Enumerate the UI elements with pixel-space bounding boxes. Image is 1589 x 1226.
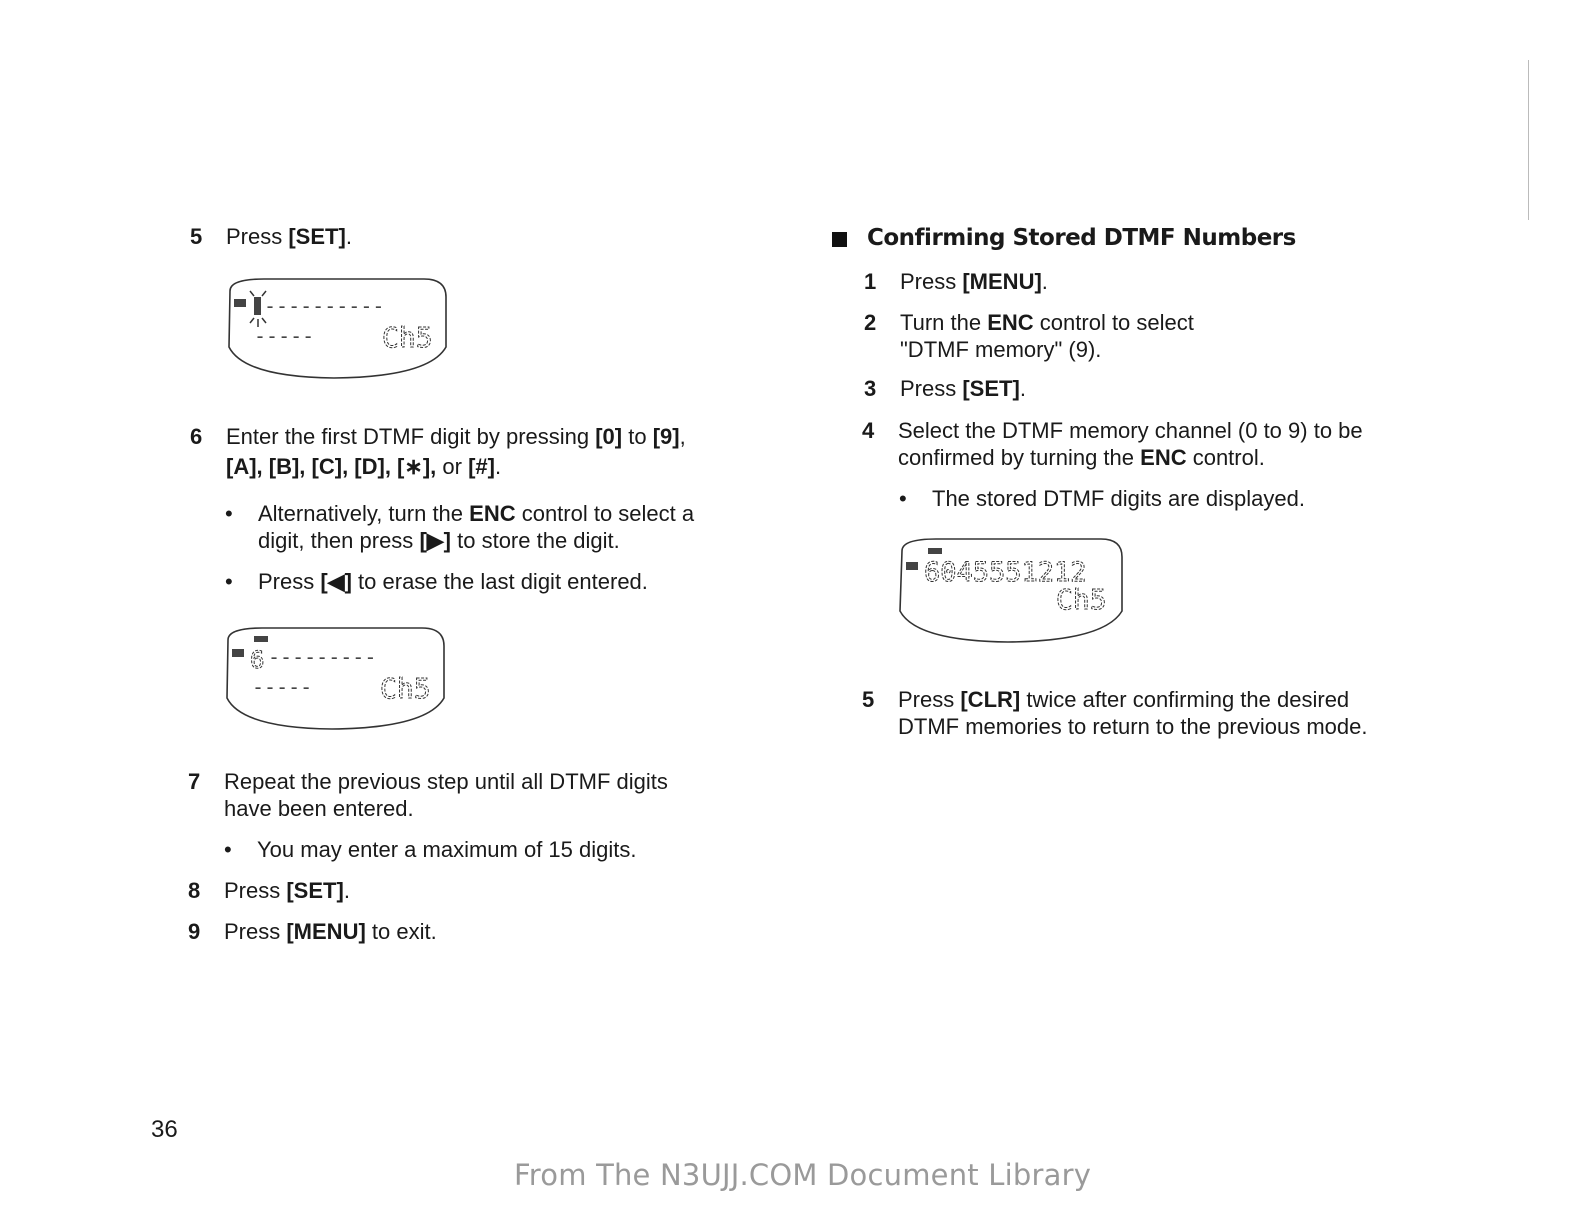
lcd-line1: --------- <box>268 645 377 669</box>
lcd-display-stored-digits <box>896 537 1126 645</box>
step-number: 2 <box>864 310 877 335</box>
bullet-text: The stored DTMF digits are displayed. <box>932 486 1305 511</box>
memory-icon <box>906 562 918 570</box>
bullet-text: Press [◀] to erase the last digit entered. <box>258 569 648 594</box>
lcd-channel: Ch5 <box>1056 583 1107 616</box>
heading-text: Confirming Stored DTMF Numbers <box>867 225 1296 251</box>
step-number: 6 <box>190 424 203 449</box>
step-number: 5 <box>862 687 875 712</box>
step-text: Press [SET]. <box>224 878 350 903</box>
step-text-line1: Turn the ENC control to select <box>900 310 1194 335</box>
step-text-line1: Select the DTMF memory channel (0 to 9) to be <box>898 418 1363 443</box>
bullet-line2: digit, then press [▶] to store the digit. <box>258 528 620 553</box>
step-text-line2: DTMF memories to return to the previous mode. <box>898 714 1368 739</box>
step-number: 8 <box>188 878 201 903</box>
step-text: Press [MENU] to exit. <box>224 919 437 944</box>
lcd-digits: 6045551212 <box>924 557 1087 588</box>
bullet-dot: • <box>225 569 233 594</box>
step-text-line2: have been entered. <box>224 796 414 821</box>
dtmf-icon <box>928 548 942 554</box>
memory-icon <box>232 649 244 657</box>
bullet-text: You may enter a maximum of 15 digits. <box>257 837 637 862</box>
lcd-display-first-digit <box>222 626 448 732</box>
step-text-line1: Enter the first DTMF digit by pressing [0] to [9], <box>226 424 686 449</box>
dtmf-icon <box>254 636 268 642</box>
step-text-line1: Repeat the previous step until all DTMF digits <box>224 769 668 794</box>
margin-rule <box>1528 60 1529 220</box>
lcd-digit: 6 <box>250 646 265 674</box>
page-number: 36 <box>151 1116 178 1143</box>
step-text: Press [MENU]. <box>900 269 1048 294</box>
step-text-line2: [A], [B], [C], [D], [∗], or [#]. <box>226 454 502 479</box>
step-text-line2: "DTMF memory" (9). <box>900 337 1102 362</box>
lcd-line2-dashes: ----- <box>254 324 315 348</box>
step-number: 4 <box>862 418 875 443</box>
bullet-dot: • <box>225 501 233 526</box>
step-number: 3 <box>864 376 877 401</box>
step-text: Press [SET]. <box>900 376 1026 401</box>
step-text: Press [SET]. <box>226 224 352 249</box>
bullet-line1: Alternatively, turn the ENC control to select a <box>258 501 695 526</box>
step-number: 1 <box>864 269 877 294</box>
cursor-block-icon <box>254 297 261 315</box>
memory-icon <box>234 299 246 307</box>
lcd-line2-dashes: ----- <box>252 675 313 699</box>
bullet-dot: • <box>224 837 232 862</box>
step-number: 5 <box>190 224 203 249</box>
step-number: 7 <box>188 769 201 794</box>
lcd-channel: Ch5 <box>380 672 431 705</box>
lcd-display-blinking <box>224 277 450 381</box>
footer-watermark: From The N3UJJ.COM Document Library <box>514 1158 1092 1192</box>
lcd-channel: Ch5 <box>382 321 433 354</box>
lcd-line1: ---------- <box>264 294 385 318</box>
step-text-line1: Press [CLR] twice after confirming the desired <box>898 687 1350 712</box>
bullet-dot: • <box>899 486 907 511</box>
step-text-line2: confirmed by turning the ENC control. <box>898 445 1265 470</box>
step-number: 9 <box>188 919 201 944</box>
square-bullet-icon <box>832 232 847 247</box>
